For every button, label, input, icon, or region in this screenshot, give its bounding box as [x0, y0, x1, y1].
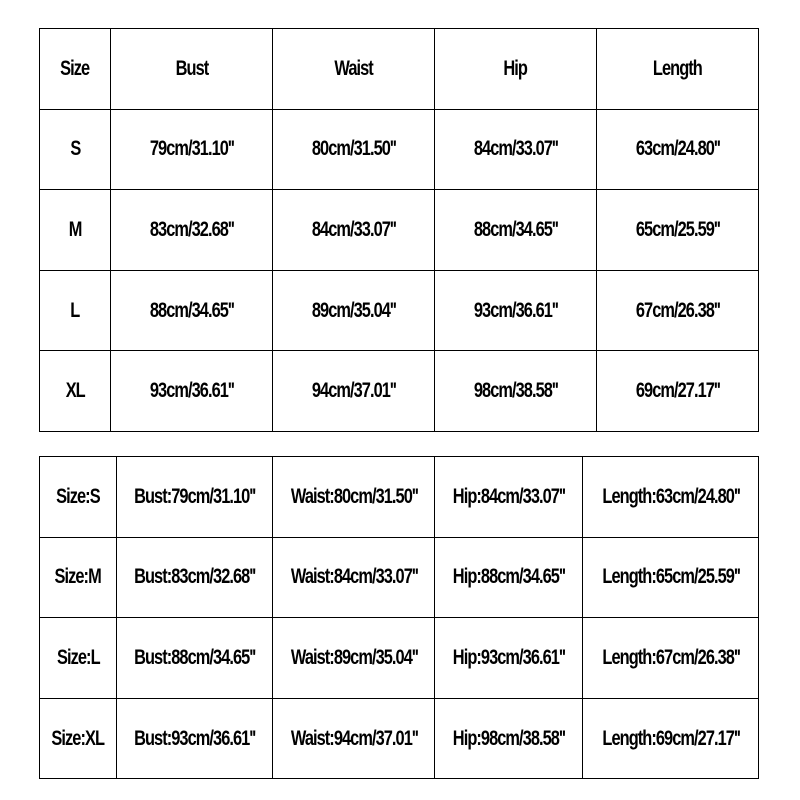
table-cell: Length:67cm/26.38'': [583, 618, 759, 699]
table-cell: Waist:84cm/33.07'': [273, 537, 435, 618]
table-header-row: [40, 29, 759, 110]
table-row: [40, 351, 759, 432]
table-row: [40, 457, 759, 538]
table-cell: 93cm/36.61'': [435, 270, 597, 351]
table-cell: 94cm/37.01'': [273, 351, 435, 432]
header-cell: Length: [597, 29, 759, 110]
table-cell: Waist:94cm/37.01'': [273, 698, 435, 779]
table-cell: 83cm/32.68'': [111, 190, 273, 271]
table-row: [40, 109, 759, 190]
table-cell: 67cm/26.38'': [597, 270, 759, 351]
size-list-table: [39, 456, 759, 779]
header-cell: Hip: [435, 29, 597, 110]
table-cell: L: [40, 270, 111, 351]
table-row: [40, 190, 759, 271]
size-chart-table: [39, 28, 759, 432]
table-cell: Size:XL: [40, 698, 117, 779]
header-cell: Bust: [111, 29, 273, 110]
header-cell: Size: [40, 29, 111, 110]
header-cell: Waist: [273, 29, 435, 110]
table-cell: Waist:89cm/35.04'': [273, 618, 435, 699]
table-cell: S: [40, 109, 111, 190]
table-cell: 84cm/33.07'': [273, 190, 435, 271]
table-cell: 84cm/33.07'': [435, 109, 597, 190]
table-cell: 80cm/31.50'': [273, 109, 435, 190]
table-cell: Size:S: [40, 457, 117, 538]
table-cell: Size:M: [40, 537, 117, 618]
table-cell: Bust:83cm/32.68'': [117, 537, 273, 618]
table-cell: 89cm/35.04'': [273, 270, 435, 351]
table-row: [40, 618, 759, 699]
table-cell: 63cm/24.80'': [597, 109, 759, 190]
table-cell: Hip:98cm/38.58'': [435, 698, 583, 779]
table-cell: M: [40, 190, 111, 271]
table-cell: 88cm/34.65'': [435, 190, 597, 271]
table-cell: Bust:88cm/34.65'': [117, 618, 273, 699]
table-cell: Hip:93cm/36.61'': [435, 618, 583, 699]
table-cell: Bust:93cm/36.61'': [117, 698, 273, 779]
table-cell: Size:L: [40, 618, 117, 699]
table-cell: XL: [40, 351, 111, 432]
table-cell: Bust:79cm/31.10'': [117, 457, 273, 538]
table-cell: 98cm/38.58'': [435, 351, 597, 432]
table-cell: Waist:80cm/31.50'': [273, 457, 435, 538]
table-cell: 65cm/25.59'': [597, 190, 759, 271]
table-cell: Length:63cm/24.80'': [583, 457, 759, 538]
table-row: [40, 698, 759, 779]
table-cell: 79cm/31.10'': [111, 109, 273, 190]
table-cell: Length:69cm/27.17'': [583, 698, 759, 779]
table-row: [40, 270, 759, 351]
table-cell: 69cm/27.17'': [597, 351, 759, 432]
table-cell: 88cm/34.65'': [111, 270, 273, 351]
table-cell: 93cm/36.61'': [111, 351, 273, 432]
table-row: [40, 537, 759, 618]
table-cell: Length:65cm/25.59'': [583, 537, 759, 618]
table-cell: Hip:88cm/34.65'': [435, 537, 583, 618]
table-cell: Hip:84cm/33.07'': [435, 457, 583, 538]
